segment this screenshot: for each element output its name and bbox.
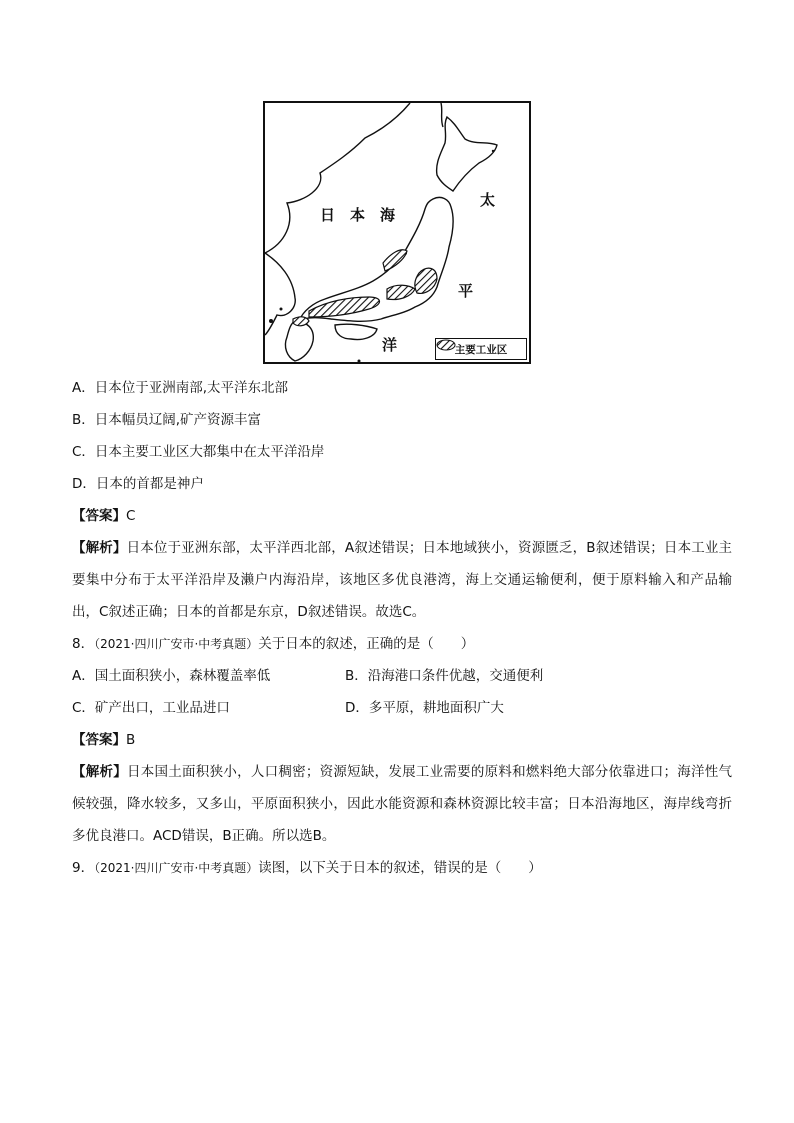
map-label-ben: 本 — [350, 206, 366, 224]
analysis-tag: 【解析】 — [72, 764, 128, 780]
hokkaido-island — [437, 117, 497, 191]
answer-value: B — [126, 732, 136, 748]
q8-analysis — [72, 756, 732, 852]
analysis-text: 日本国土面积狭小，人口稠密；资源短缺，发展工业需要的原料和燃料绝大部分依靠进口；海洋性气候较强，降水较多，又多山，平原面积狭小，因此水能资源和森林资源比较丰富；日本沿海地区，海岸线弯折多优良港口。ACD错误，B正确。所以选B。 — [72, 764, 733, 844]
japan-map-figure — [263, 101, 531, 364]
answer-tag: 【答案】 — [72, 732, 126, 748]
q8-answer — [72, 724, 732, 756]
q8-options-row-2 — [72, 692, 732, 724]
mainland-coast — [265, 103, 410, 253]
q8-option-a: A．国土面积狭小，森林覆盖率低 — [72, 668, 271, 684]
question-number: 9． — [72, 860, 95, 876]
question-stem: 读图，以下关于日本的叙述，错误的是（ ） — [258, 860, 542, 876]
question-stem: 关于日本的叙述，正确的是（ ） — [258, 636, 475, 652]
small-island — [492, 150, 494, 152]
analysis-tag: 【解析】 — [72, 540, 127, 556]
map-legend — [435, 338, 527, 360]
map-label-yang: 洋 — [382, 336, 398, 354]
q8-option-c: C．矿产出口，工业品进口 — [72, 700, 230, 716]
legend-label: 主要工业区 — [454, 343, 508, 356]
q8-option-b: B．沿海港口条件优越，交通便利 — [345, 668, 544, 684]
question-source: （2021·四川广安市·中考真题） — [94, 861, 259, 875]
q8-stem — [72, 628, 732, 660]
japan-map-drawing — [265, 103, 529, 362]
q8-option-d: D．多平原，耕地面积广大 — [345, 700, 504, 716]
kyushu-island — [285, 321, 313, 361]
map-label-hai: 海 — [380, 206, 396, 224]
question-source: （2021·四川广安市·中考真题） — [94, 637, 259, 651]
answer-tag: 【答案】 — [72, 508, 126, 524]
map-label-ri: 日 — [320, 206, 336, 224]
legend-hatch-icon — [436, 339, 456, 351]
q7-option-d: D．日本的首都是神户 — [72, 476, 204, 492]
small-island — [269, 319, 273, 323]
korea-peninsula — [265, 253, 295, 335]
q9-stem — [72, 852, 732, 884]
q7-option-b: B．日本幅员辽阔,矿产资源丰富 — [72, 412, 262, 428]
q7-option-a: A．日本位于亚洲南部,太平洋东北部 — [72, 380, 289, 396]
sakhalin-tip — [441, 103, 443, 127]
q7-answer — [72, 500, 732, 532]
small-island — [358, 360, 361, 363]
map-label-ping: 平 — [458, 282, 474, 300]
q8-options-row-1 — [72, 660, 732, 692]
small-island — [280, 308, 283, 311]
q7-analysis — [72, 532, 732, 628]
map-label-tai: 太 — [480, 191, 496, 209]
question-number: 8． — [72, 636, 95, 652]
shikoku-island — [335, 324, 377, 339]
answer-value: C — [126, 508, 136, 524]
analysis-text: 日本位于亚洲东部，太平洋西北部，A叙述错误；日本地域狭小，资源匮乏，B叙述错误；日本工业主要集中分布于太平洋沿岸及濑户内海沿岸，该地区多优良港湾，海上交通运输便利，便于原料输入和产品输出，C叙述正确；日本的首都是东京，D叙述错误。故选C。 — [72, 540, 733, 620]
question-content — [72, 372, 732, 884]
q7-option-c: C．日本主要工业区大都集中在太平洋沿岸 — [72, 444, 325, 460]
